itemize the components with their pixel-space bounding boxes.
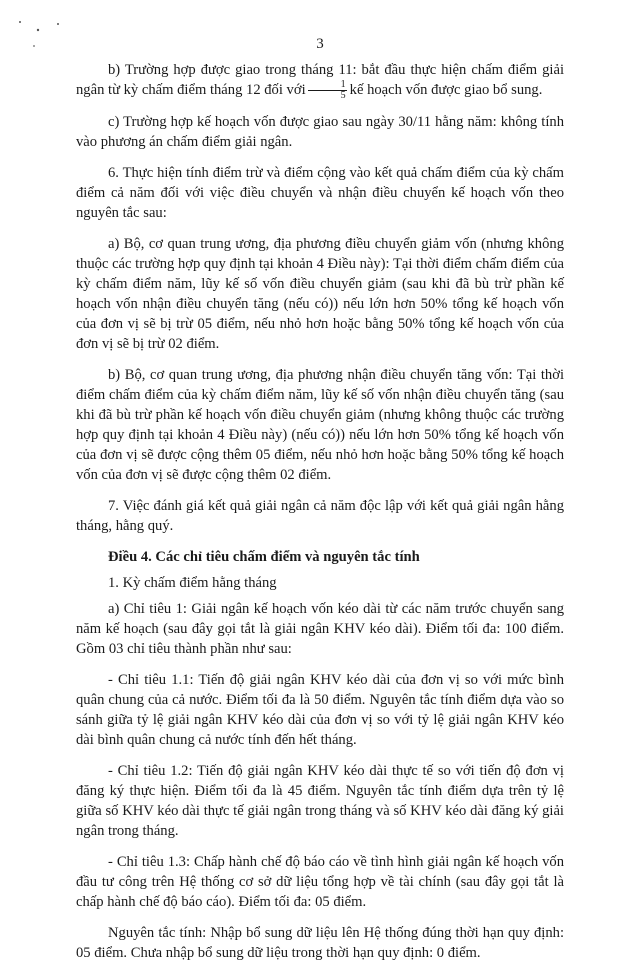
- paragraph-6b: [76, 60, 564, 101]
- article-4-heading: Điều 4. Các chỉ tiêu chấm điểm và nguyên tắc tính: [108, 549, 420, 566]
- paragraph-6c: c) Trường hợp kế hoạch vốn được giao sau ngày 30/11 hằng năm: không tính vào phương án chấm điểm giải ngân.: [76, 114, 564, 151]
- paragraph-criterion-1: a) Chỉ tiêu 1: Giải ngân kế hoạch vốn kéo dài từ các năm trước chuyển sang năm kế hoạch (sau đây gọi tắt là giải ngân KHV kéo dài). Điểm tối đa: 100 điểm. Gồm 03 chỉ tiêu thành phần như sau:: [76, 601, 564, 658]
- paragraph-monthly-period: 1. Kỳ chấm điểm hằng tháng: [108, 575, 277, 592]
- paragraph-item-7: 7. Việc đánh giá kết quả giải ngân cả năm độc lập với kết quả giải ngân hằng tháng, hằng quý.: [76, 498, 564, 535]
- paragraph-6-b: b) Bộ, cơ quan trung ương, địa phương nhận điều chuyển tăng vốn: Tại thời điểm chấm điểm của kỳ chấm điểm năm, lũy kế số vốn nhận điều chuyển tăng (sau khi đã bù trừ phần kế hoạch vốn điều chuyển giảm (nhưng không thuộc các trường hợp quy định tại khoản 4 Điều này) (nếu có)) nếu lớn hơn 50% tổng kế hoạch vốn của đơn vị sẽ được cộng thêm 05 điểm, nếu nhỏ hơn hoặc bằng 50% tổng kế hoạch vốn của đơn vị sẽ được cộng thêm 02 điểm.: [76, 367, 564, 484]
- paragraph-scoring-rule: Nguyên tắc tính: Nhập bổ sung dữ liệu lên Hệ thống đúng thời hạn quy định: 05 điểm. Chưa nhập bổ sung dữ liệu trong thời hạn quy định: 0 điểm.: [76, 925, 564, 962]
- fraction-denominator: 5: [340, 90, 346, 102]
- paragraph-6b-text-end: kế hoạch vốn được giao bổ sung.: [349, 82, 543, 98]
- fraction-one-fifth: [308, 80, 347, 101]
- paragraph-criterion-1-2: - Chỉ tiêu 1.2: Tiến độ giải ngân KHV kéo dài thực tế so với tiến độ đơn vị đăng ký thực hiện. Điểm tối đa là 45 điểm. Nguyên tắc tính điểm dựa trên tỷ lệ giữa số KHV kéo dài thực tế giải ngân trong tháng và số KHV kéo dài đăng ký giải ngân trong tháng.: [76, 763, 564, 840]
- paragraph-6-a: a) Bộ, cơ quan trung ương, địa phương điều chuyển giảm vốn (nhưng không thuộc các trường hợp quy định tại khoản 4 Điều này): Tại thời điểm chấm điểm của kỳ chấm điểm năm, lũy kế số vốn điều chuyển giảm (sau khi đã bù trừ phần kế hoạch vốn nhận điều chuyển tăng (nếu có)) nếu lớn hơn 50% tổng kế hoạch vốn của đơn vị sẽ bị trừ 05 điểm, nếu nhỏ hơn hoặc bằng 50% tổng kế hoạch vốn của đơn vị sẽ bị trừ 02 điểm.: [76, 236, 564, 353]
- paragraph-item-6: 6. Thực hiện tính điểm trừ và điểm cộng vào kết quả chấm điểm của kỳ chấm điểm cả năm đối với việc điều chuyển và nhận điều chuyển kế hoạch vốn theo nguyên tắc sau:: [76, 165, 564, 222]
- fraction-numerator: 1: [308, 80, 347, 91]
- document-body: [76, 60, 564, 974]
- paragraph-6b-text: b) Trường hợp được giao trong tháng 11: bắt đầu thực hiện chấm điểm giải ngân từ kỳ chấm điểm tháng 12 đối với: [76, 62, 564, 98]
- paragraph-criterion-1-3: - Chỉ tiêu 1.3: Chấp hành chế độ báo cáo về tình hình giải ngân kế hoạch vốn đầu tư công trên Hệ thống cơ sở dữ liệu tổng hợp về tài chính (sau đây gọi tắt là chấp hành chế độ báo cáo). Điểm tối đa: 05 điểm.: [76, 854, 564, 911]
- paragraph-criterion-1-1: - Chỉ tiêu 1.1: Tiến độ giải ngân KHV kéo dài của đơn vị so với mức bình quân chung của cả nước. Điểm tối đa là 50 điểm. Nguyên tắc tính điểm dựa vào so sánh giữa tỷ lệ giải ngân KHV kéo dài của đơn vị so với tỷ lệ giải ngân KHV kéo dài bình quân chung cả nước tính đến hết tháng.: [76, 672, 564, 749]
- page-number: 3: [316, 36, 324, 52]
